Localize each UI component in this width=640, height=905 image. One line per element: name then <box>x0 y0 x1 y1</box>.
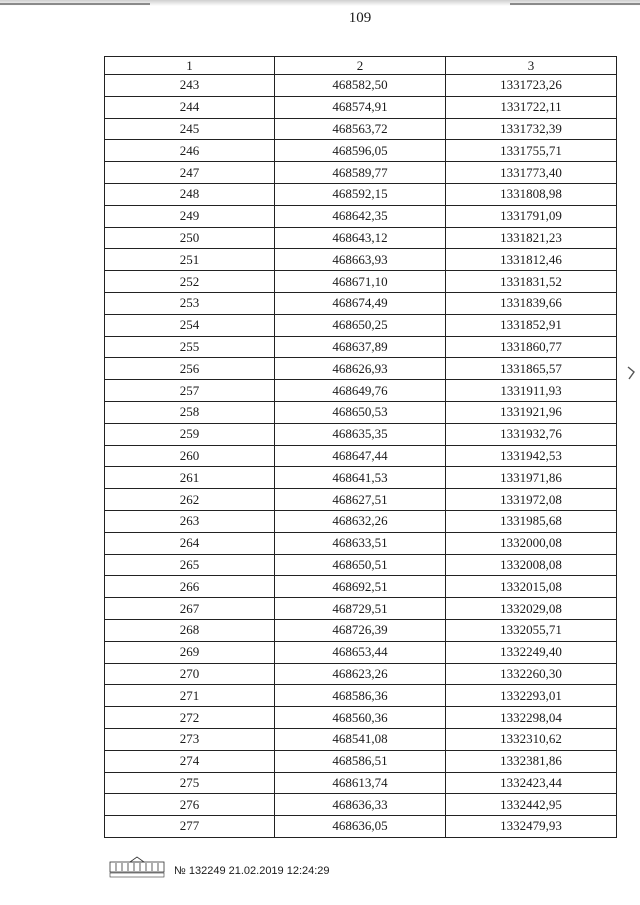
table-cell-col-3: 1331985,68 <box>446 510 617 532</box>
table-cell-col-2: 468674,49 <box>275 292 446 314</box>
table-row <box>105 249 617 271</box>
table-cell-col-1: 255 <box>105 336 275 358</box>
scan-artifact-right <box>510 3 640 5</box>
table-cell-col-3: 1332008,08 <box>446 554 617 576</box>
table-cell-col-3: 1331732,39 <box>446 118 617 140</box>
table-row <box>105 75 617 97</box>
table-cell-col-1: 274 <box>105 750 275 772</box>
table-row <box>105 401 617 423</box>
page-number: 109 <box>348 10 372 26</box>
table-cell-col-3: 1331812,46 <box>446 249 617 271</box>
table-row <box>105 728 617 750</box>
table-row <box>105 707 617 729</box>
table-cell-col-3: 1332029,08 <box>446 598 617 620</box>
header-col-3: 3 <box>446 57 617 75</box>
table-cell-col-2: 468633,51 <box>275 532 446 554</box>
table-cell-col-2: 468642,35 <box>275 205 446 227</box>
table-cell-col-3: 1331860,77 <box>446 336 617 358</box>
table-cell-col-1: 275 <box>105 772 275 794</box>
table-cell-col-3: 1332055,71 <box>446 619 617 641</box>
table-header-row <box>105 57 617 75</box>
header-col-2: 2 <box>275 57 446 75</box>
table-cell-col-2: 468649,76 <box>275 380 446 402</box>
table-row <box>105 205 617 227</box>
table-cell-col-2: 468560,36 <box>275 707 446 729</box>
table-cell-col-1: 273 <box>105 728 275 750</box>
table-cell-col-1: 244 <box>105 96 275 118</box>
table-cell-col-2: 468613,74 <box>275 772 446 794</box>
table-row <box>105 358 617 380</box>
table-row <box>105 380 617 402</box>
table-row <box>105 619 617 641</box>
table-cell-col-2: 468623,26 <box>275 663 446 685</box>
table-row <box>105 685 617 707</box>
table-cell-col-1: 246 <box>105 140 275 162</box>
table-cell-col-2: 468632,26 <box>275 510 446 532</box>
table-cell-col-1: 243 <box>105 75 275 97</box>
table-cell-col-2: 468650,25 <box>275 314 446 336</box>
table-row <box>105 183 617 205</box>
table-row <box>105 271 617 293</box>
table-cell-col-3: 1331723,26 <box>446 75 617 97</box>
table-cell-col-2: 468586,36 <box>275 685 446 707</box>
table-cell-col-2: 468643,12 <box>275 227 446 249</box>
stamp-text: № 132249 21.02.2019 12:24:29 <box>174 865 330 877</box>
coordinates-table-container <box>104 56 616 838</box>
table-cell-col-3: 1332015,08 <box>446 576 617 598</box>
table-cell-col-3: 1332479,93 <box>446 816 617 838</box>
table-cell-col-2: 468647,44 <box>275 445 446 467</box>
table-cell-col-2: 468596,05 <box>275 140 446 162</box>
table-cell-col-3: 1331942,53 <box>446 445 617 467</box>
table-cell-col-1: 254 <box>105 314 275 336</box>
table-cell-col-1: 267 <box>105 598 275 620</box>
table-row <box>105 162 617 184</box>
table-cell-col-3: 1332423,44 <box>446 772 617 794</box>
table-cell-col-1: 265 <box>105 554 275 576</box>
table-cell-col-2: 468671,10 <box>275 271 446 293</box>
table-cell-col-1: 277 <box>105 816 275 838</box>
table-cell-col-3: 1331852,91 <box>446 314 617 336</box>
table-cell-col-1: 260 <box>105 445 275 467</box>
table-cell-col-2: 468586,51 <box>275 750 446 772</box>
table-row <box>105 140 617 162</box>
table-cell-col-3: 1332442,95 <box>446 794 617 816</box>
table-cell-col-1: 264 <box>105 532 275 554</box>
table-cell-col-3: 1331831,52 <box>446 271 617 293</box>
table-cell-col-1: 266 <box>105 576 275 598</box>
table-row <box>105 750 617 772</box>
table-cell-col-1: 248 <box>105 183 275 205</box>
table-cell-col-3: 1332293,01 <box>446 685 617 707</box>
table-cell-col-2: 468541,08 <box>275 728 446 750</box>
table-row <box>105 532 617 554</box>
table-cell-col-3: 1332260,30 <box>446 663 617 685</box>
table-cell-col-2: 468663,93 <box>275 249 446 271</box>
table-cell-col-3: 1331773,40 <box>446 162 617 184</box>
building-seal-icon <box>108 856 166 878</box>
table-cell-col-3: 1332310,62 <box>446 728 617 750</box>
table-cell-col-3: 1331911,93 <box>446 380 617 402</box>
table-cell-col-1: 263 <box>105 510 275 532</box>
table-row <box>105 292 617 314</box>
table-cell-col-3: 1331972,08 <box>446 489 617 511</box>
table-cell-col-2: 468574,91 <box>275 96 446 118</box>
table-cell-col-1: 252 <box>105 271 275 293</box>
table-cell-col-1: 249 <box>105 205 275 227</box>
table-cell-col-2: 468589,77 <box>275 162 446 184</box>
table-cell-col-1: 261 <box>105 467 275 489</box>
table-cell-col-3: 1331808,98 <box>446 183 617 205</box>
table-cell-col-1: 256 <box>105 358 275 380</box>
table-cell-col-1: 250 <box>105 227 275 249</box>
table-cell-col-2: 468626,93 <box>275 358 446 380</box>
table-cell-col-3: 1331865,57 <box>446 358 617 380</box>
table-cell-col-3: 1332381,86 <box>446 750 617 772</box>
table-cell-col-3: 1331971,86 <box>446 467 617 489</box>
table-cell-col-1: 271 <box>105 685 275 707</box>
table-cell-col-1: 270 <box>105 663 275 685</box>
table-row <box>105 772 617 794</box>
table-cell-col-3: 1331722,11 <box>446 96 617 118</box>
table-cell-col-2: 468729,51 <box>275 598 446 620</box>
table-row <box>105 794 617 816</box>
table-cell-col-2: 468726,39 <box>275 619 446 641</box>
table-cell-col-1: 258 <box>105 401 275 423</box>
table-cell-col-2: 468582,50 <box>275 75 446 97</box>
table-cell-col-3: 1331821,23 <box>446 227 617 249</box>
table-cell-col-2: 468641,53 <box>275 467 446 489</box>
table-row <box>105 554 617 576</box>
table-row <box>105 816 617 838</box>
table-cell-col-2: 468592,15 <box>275 183 446 205</box>
table-cell-col-2: 468650,53 <box>275 401 446 423</box>
table-cell-col-2: 468653,44 <box>275 641 446 663</box>
table-cell-col-3: 1332000,08 <box>446 532 617 554</box>
table-row <box>105 467 617 489</box>
table-cell-col-2: 468635,35 <box>275 423 446 445</box>
table-cell-col-2: 468627,51 <box>275 489 446 511</box>
table-body <box>105 75 617 838</box>
table-row <box>105 423 617 445</box>
table-cell-col-1: 272 <box>105 707 275 729</box>
table-cell-col-1: 253 <box>105 292 275 314</box>
table-row <box>105 445 617 467</box>
scan-artifact-left <box>0 3 150 5</box>
margin-mark-icon <box>626 366 636 380</box>
table-cell-col-1: 259 <box>105 423 275 445</box>
table-cell-col-1: 247 <box>105 162 275 184</box>
table-cell-col-1: 257 <box>105 380 275 402</box>
table-cell-col-2: 468637,89 <box>275 336 446 358</box>
table-row <box>105 510 617 532</box>
coordinates-table <box>104 56 617 838</box>
table-cell-col-1: 245 <box>105 118 275 140</box>
table-row <box>105 489 617 511</box>
table-cell-col-3: 1331932,76 <box>446 423 617 445</box>
table-row <box>105 336 617 358</box>
table-cell-col-1: 251 <box>105 249 275 271</box>
table-cell-col-2: 468563,72 <box>275 118 446 140</box>
footer-stamp <box>108 856 588 886</box>
table-row <box>105 227 617 249</box>
table-cell-col-2: 468636,05 <box>275 816 446 838</box>
table-cell-col-3: 1331755,71 <box>446 140 617 162</box>
table-cell-col-1: 269 <box>105 641 275 663</box>
table-cell-col-2: 468636,33 <box>275 794 446 816</box>
header-col-1: 1 <box>105 57 275 75</box>
table-row <box>105 598 617 620</box>
table-cell-col-1: 276 <box>105 794 275 816</box>
table-cell-col-2: 468650,51 <box>275 554 446 576</box>
table-cell-col-1: 262 <box>105 489 275 511</box>
table-cell-col-3: 1331921,96 <box>446 401 617 423</box>
table-cell-col-3: 1331791,09 <box>446 205 617 227</box>
table-row <box>105 663 617 685</box>
table-row <box>105 118 617 140</box>
table-row <box>105 96 617 118</box>
table-cell-col-1: 268 <box>105 619 275 641</box>
table-cell-col-3: 1332298,04 <box>446 707 617 729</box>
table-row <box>105 641 617 663</box>
table-cell-col-2: 468692,51 <box>275 576 446 598</box>
table-cell-col-3: 1331839,66 <box>446 292 617 314</box>
table-row <box>105 314 617 336</box>
table-row <box>105 576 617 598</box>
table-cell-col-3: 1332249,40 <box>446 641 617 663</box>
